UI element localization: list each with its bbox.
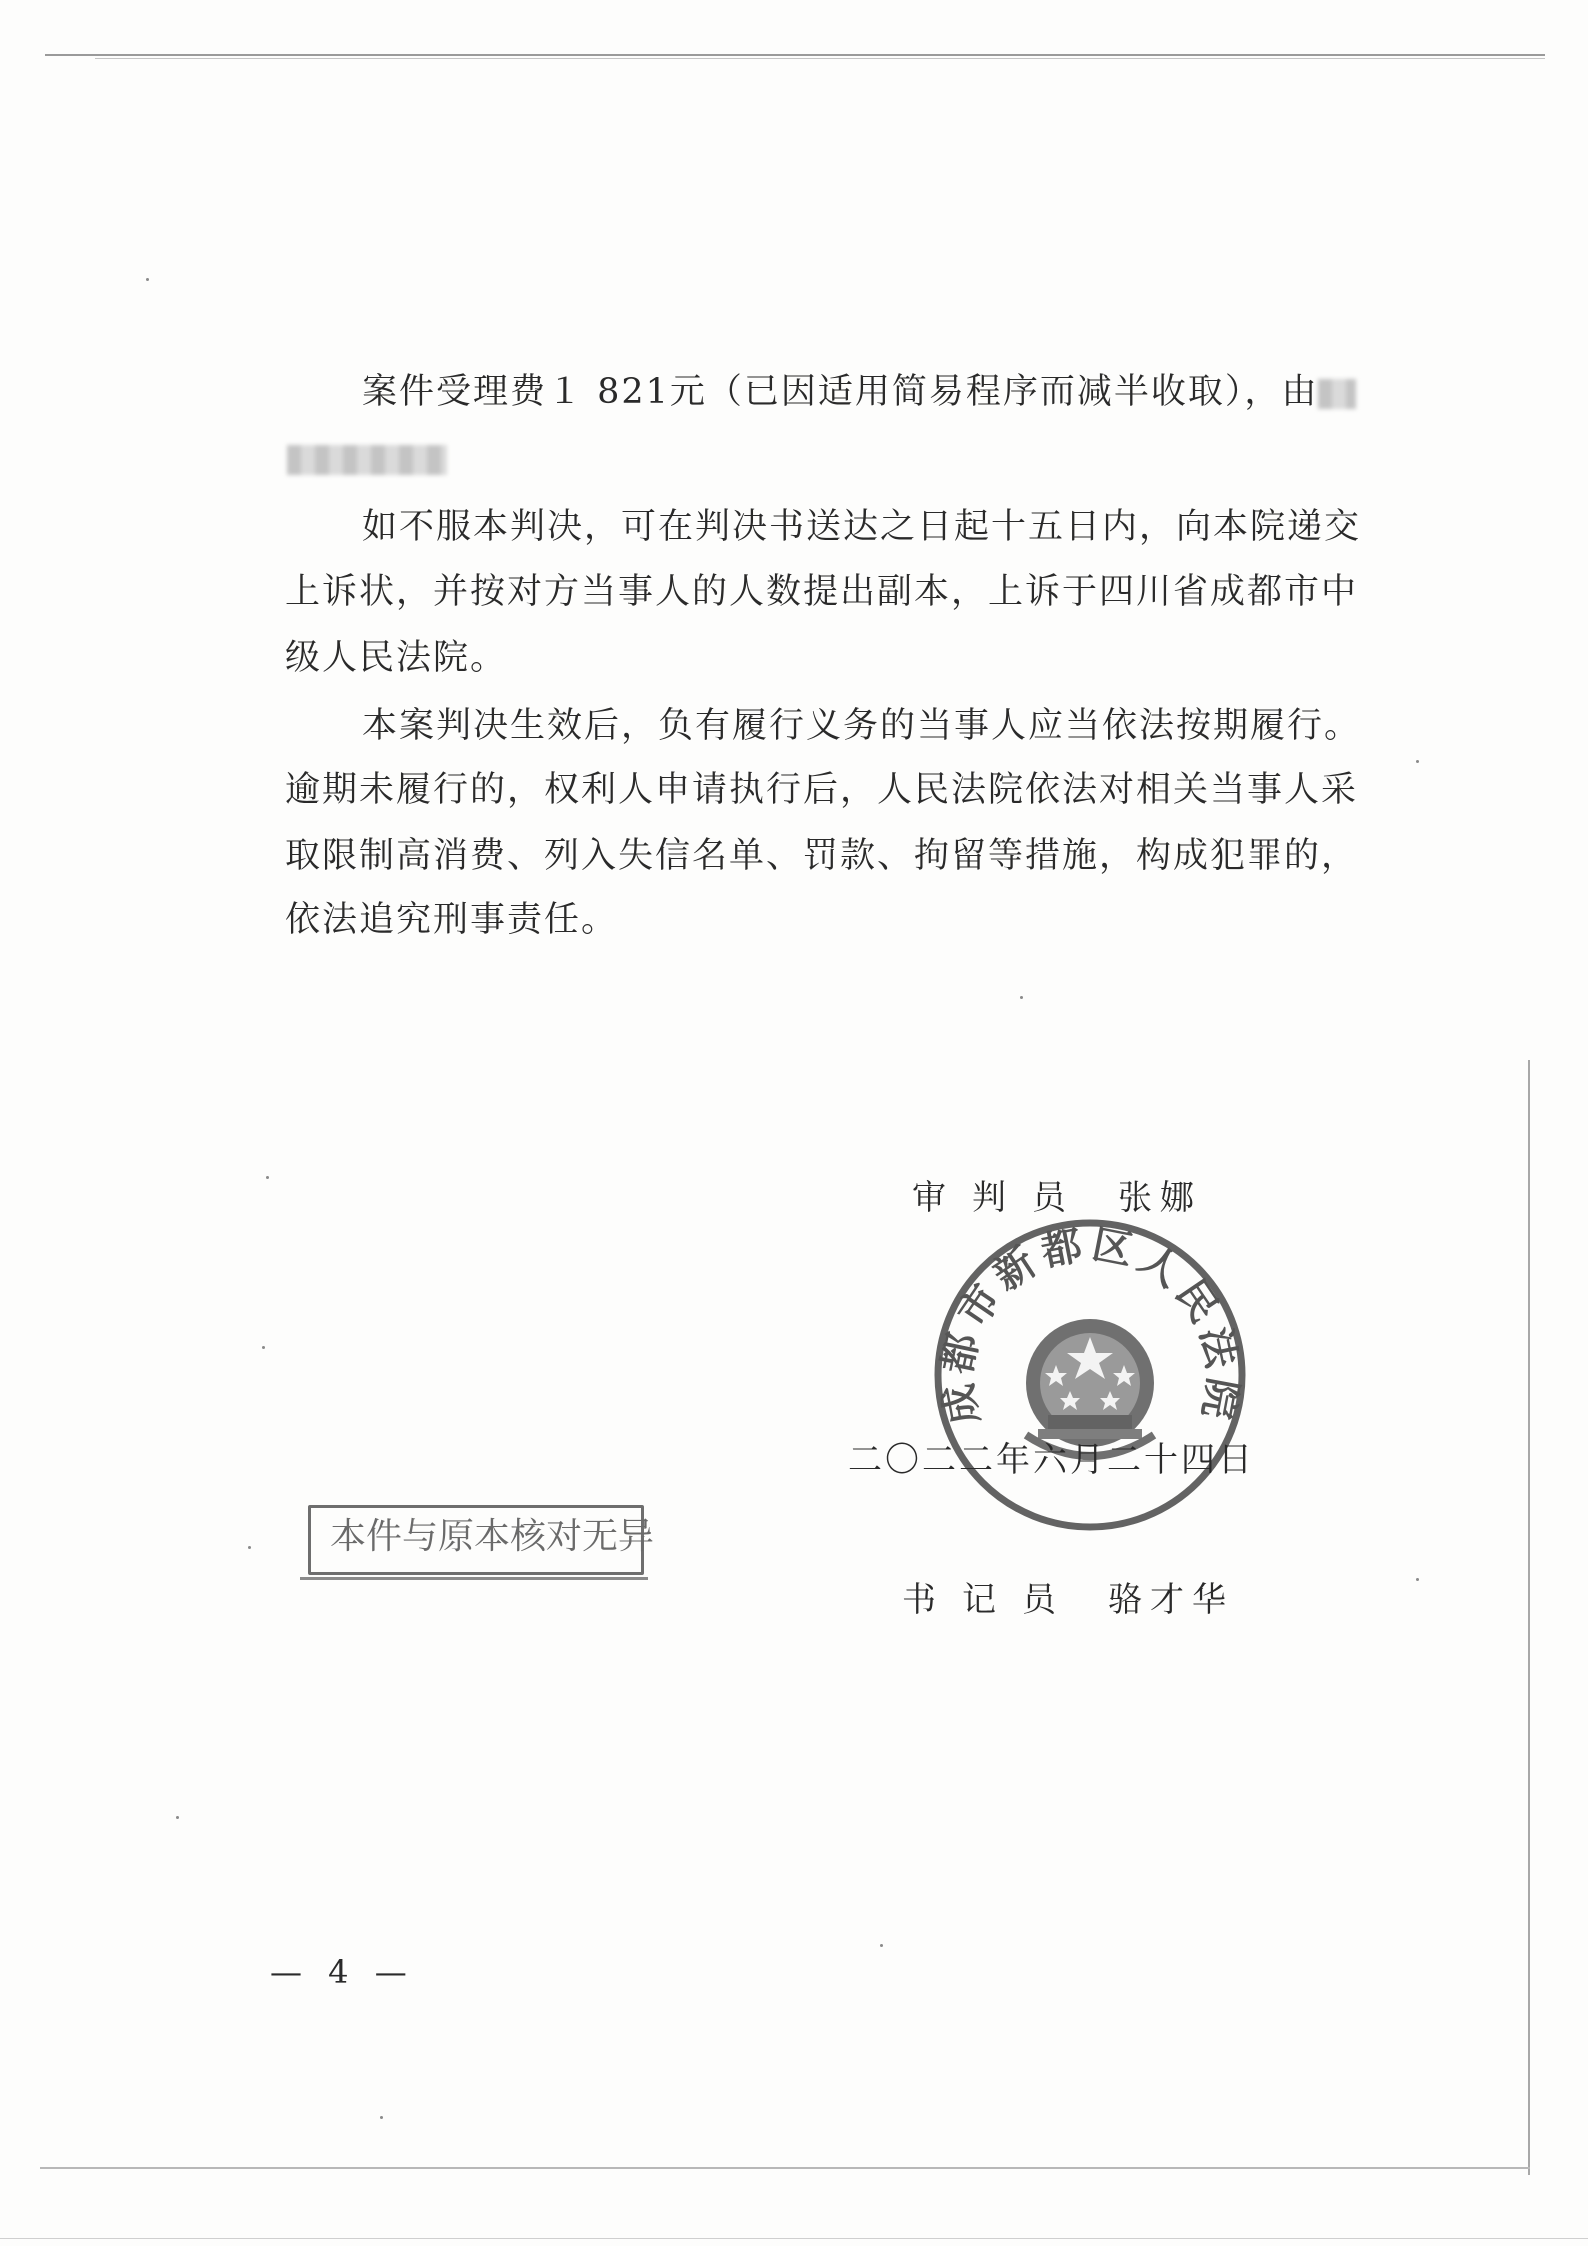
paragraph-fee-line-1 xyxy=(362,370,1356,414)
court-seal-text: 成都市新都区人民法院 xyxy=(933,1220,1247,1429)
scan-speck xyxy=(262,1346,265,1349)
scan-speck xyxy=(1416,760,1419,763)
scan-edge-bottom xyxy=(40,2167,1530,2169)
scan-speck xyxy=(176,1816,179,1819)
scan-speck xyxy=(1416,1578,1419,1581)
paragraph-enforcement-line-1: 本案判决生效后，负有履行义务的当事人应当依法按期履行。 xyxy=(362,706,1362,746)
redacted-block xyxy=(287,445,447,475)
scan-speck xyxy=(380,2116,383,2119)
verification-stamp xyxy=(300,1495,655,1587)
fee-text: 案件受理费１ 821元（已因适用简易程序而减半收取）， xyxy=(362,372,1282,412)
scan-edge-top-shadow xyxy=(95,58,1545,59)
fee-fragment: 由 xyxy=(1281,372,1319,412)
verification-stamp-text: 本件与原本核对无异 xyxy=(330,1516,655,1557)
scan-edge-bottom-2 xyxy=(0,2238,1588,2239)
national-emblem-icon xyxy=(1026,1319,1154,1456)
page-number: — 4 — xyxy=(270,1953,415,1991)
paragraph-fee-line-2 xyxy=(285,436,447,480)
verification-stamp-underline xyxy=(300,1577,648,1580)
paragraph-enforcement-line-4: 依法追究刑事责任。 xyxy=(285,900,619,940)
scan-speck xyxy=(146,278,149,281)
paragraph-enforcement-line-2: 逾期未履行的，权利人申请执行后，人民法院依法对相关当事人采 xyxy=(285,770,1359,810)
scan-speck xyxy=(248,1546,251,1549)
clerk-role: 书记员 xyxy=(902,1580,1082,1620)
judgment-date: 二〇二二年六月二十四日 xyxy=(848,1440,1255,1480)
paragraph-appeal-line-3: 级人民法院。 xyxy=(285,638,508,678)
paragraph-appeal-line-2: 上诉状，并按对方当事人的人数提出副本，上诉于四川省成都市中 xyxy=(285,572,1359,612)
scan-edge-top xyxy=(45,54,1545,56)
scan-speck xyxy=(266,1176,269,1179)
scan-edge-right xyxy=(1528,1060,1530,2175)
clerk-signature xyxy=(902,1578,1234,1622)
clerk-name: 骆才华 xyxy=(1108,1580,1234,1620)
scan-speck xyxy=(880,1944,883,1947)
paragraph-appeal-line-1: 如不服本判决，可在判决书送达之日起十五日内，向本院递交 xyxy=(362,507,1362,547)
court-seal xyxy=(930,1215,1250,1535)
judge-signature xyxy=(912,1176,1202,1220)
redacted-block xyxy=(1318,379,1356,409)
paragraph-enforcement-line-3: 取限制高消费、列入失信名单、罚款、拘留等措施，构成犯罪的， xyxy=(285,836,1359,876)
scan-speck xyxy=(1020,996,1023,999)
judge-name: 张娜 xyxy=(1118,1178,1202,1218)
judge-role: 审判员 xyxy=(912,1178,1092,1218)
